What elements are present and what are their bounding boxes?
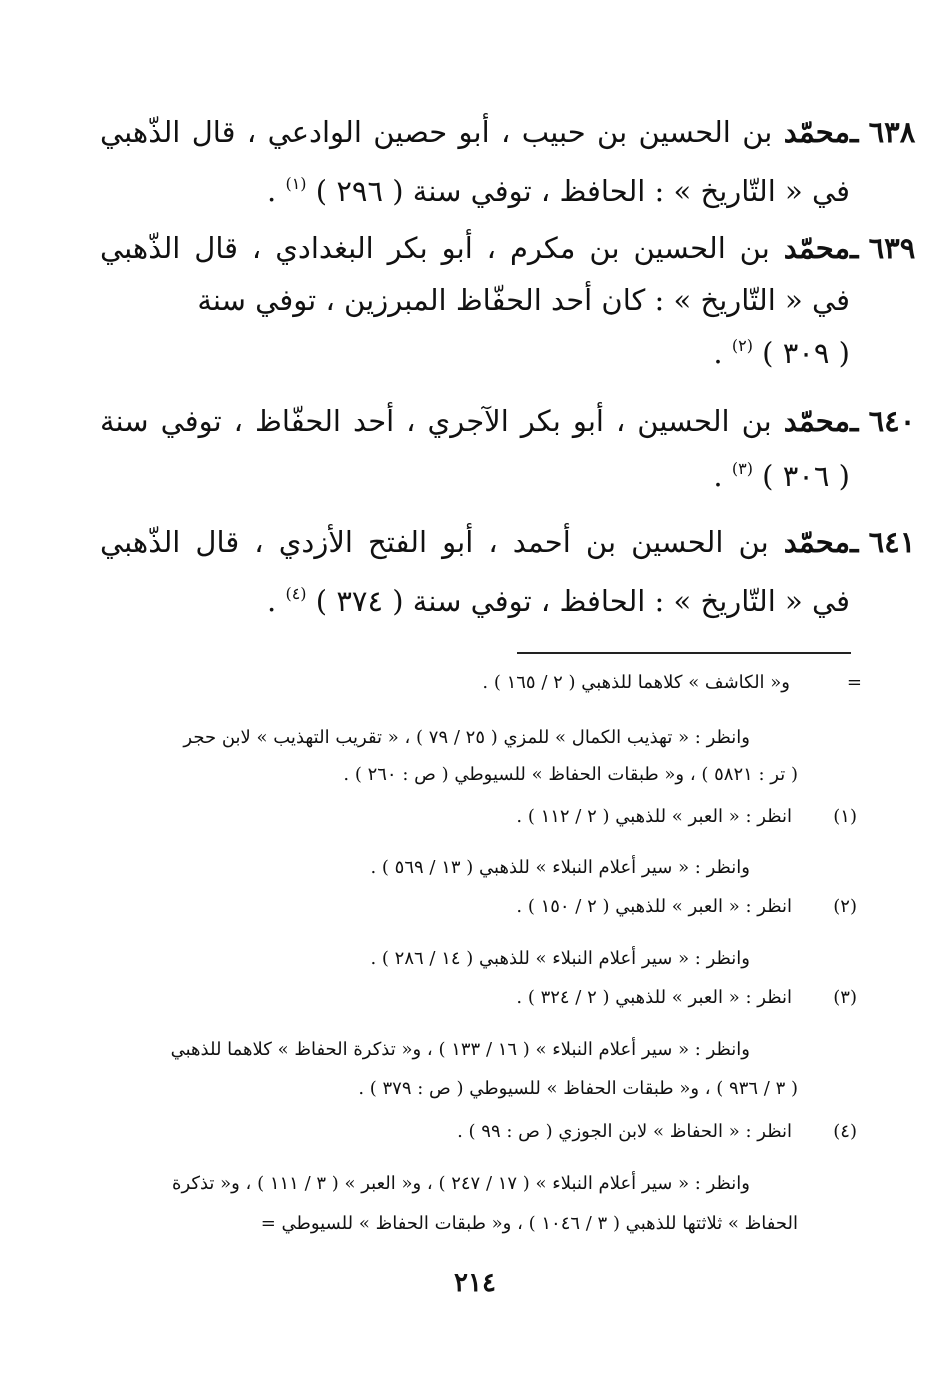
footnote-ref: (٤) (285, 584, 307, 603)
entry-line: ( ٣٠٦ ) $^{(٣)}$ . (713, 459, 850, 493)
footnote-text: وانظر : « سير أعلام النبلاء » ( ١٦ / ١٣٣ ) ، و« تذكرة الحفاظ » كلاهما للذهبي (170, 1039, 750, 1060)
footnote-text: انظر : « الحفاظ » لابن الجوزي ( ص : ٩٩ ) . (457, 1121, 792, 1142)
footnote-marker: (١) (833, 806, 857, 827)
footnote-text: انظر : « العبر » للذهبي ( ٢ / ١٥٠ ) . (516, 896, 792, 917)
entry-638 (100, 106, 916, 210)
entry-line: محمّد بن الحسين بن مكرم ، أبو بكر البغدادي ، قال الذّهبي (100, 231, 850, 265)
entry-line: في « التّاريخ » : الحافظ ، توفي سنة ( ٢٩٦ ) $^{(١)}$ . (267, 174, 850, 208)
footnote-marker: (٣) (833, 987, 857, 1008)
entry-name: محمّد (783, 115, 851, 149)
footnote-marker: (٢) (833, 896, 857, 917)
footnote-text: و« الكاشف » كلاهما للذهبي ( ٢ / ١٦٥ ) . (482, 672, 790, 693)
footnote-separator (517, 652, 851, 654)
footnote-ref: (٣) (731, 459, 753, 478)
entry-640 (100, 395, 916, 493)
footnote-text: وانظر : « سير أعلام النبلاء » للذهبي ( ١٣ / ٥٦٩ ) . (370, 857, 750, 878)
entry-641 (100, 516, 916, 620)
entry-name: محمّد (783, 404, 851, 438)
footnote-ref: (١) (285, 174, 307, 193)
footnote-text: وانظر : « تهذيب الكمال » للمزي ( ٢٥ / ٧٩ ) ، « تقريب التهذيب » لابن حجر (183, 727, 750, 748)
entry-name: محمّد (783, 231, 850, 265)
entry-line: في « التّاريخ » : الحافظ ، توفي سنة ( ٣٧٤ ) $^{(٤)}$ . (267, 584, 850, 618)
entry-639 (100, 222, 916, 370)
footnote-text: وانظر : « سير أعلام النبلاء » للذهبي ( ١٤ / ٢٨٦ ) . (370, 948, 750, 969)
entry-number: ٦٣٩ ـ (850, 231, 916, 265)
page-number: ٢١٤ (454, 1268, 496, 1298)
footnote-text: ( ٣ / ٩٣٦ ) ، و« طبقات الحفاظ » للسيوطي ( ص : ٣٧٩ ) . (358, 1078, 798, 1099)
footnote-marker: (٤) (833, 1121, 857, 1142)
continuation-mark: = (846, 672, 862, 693)
entry-line: ( ٣٠٩ ) $^{(٢)}$ . (713, 336, 850, 370)
footnote-text: وانظر : « سير أعلام النبلاء » ( ١٧ / ٢٤٧ ) ، و« العبر » ( ٣ / ١١١ ) ، و« تذكرة (172, 1173, 750, 1194)
entry-number: ٦٣٨ ـ (850, 115, 916, 149)
entry-number: ٦٤١ ـ (850, 525, 916, 559)
entry-line: محمّد بن الحسين بن حبيب ، أبو حصين الوادعي ، قال الذّهبي (100, 115, 851, 149)
entry-line: محمّد بن الحسين ، أبو بكر الآجري ، أحد الحفّاظ ، توفي سنة (100, 404, 851, 438)
footnote-text: ( تر : ٥٨٢١ ) ، و« طبقات الحفاظ » للسيوطي ( ص : ٢٦٠ ) . (343, 764, 798, 785)
footnote-ref: (٢) (731, 336, 753, 355)
footnote-text: انظر : « العبر » للذهبي ( ٢ / ١١٢ ) . (516, 806, 792, 827)
entry-number: ٦٤٠ ـ (850, 404, 916, 438)
entry-name: محمّد (783, 525, 850, 559)
footnote-text: انظر : « العبر » للذهبي ( ٢ / ٣٢٤ ) . (516, 987, 792, 1008)
entry-line: محمّد بن الحسين بن أحمد ، أبو الفتح الأزدي ، قال الذّهبي (100, 525, 850, 559)
entry-line: في « التّاريخ » : كان أحد الحفّاظ المبرزين ، توفي سنة (197, 283, 850, 317)
footnote-text: الحفاظ » ثلاثتها للذهبي ( ٣ / ١٠٤٦ ) ، و« طبقات الحفاظ » للسيوطي = (260, 1213, 798, 1234)
